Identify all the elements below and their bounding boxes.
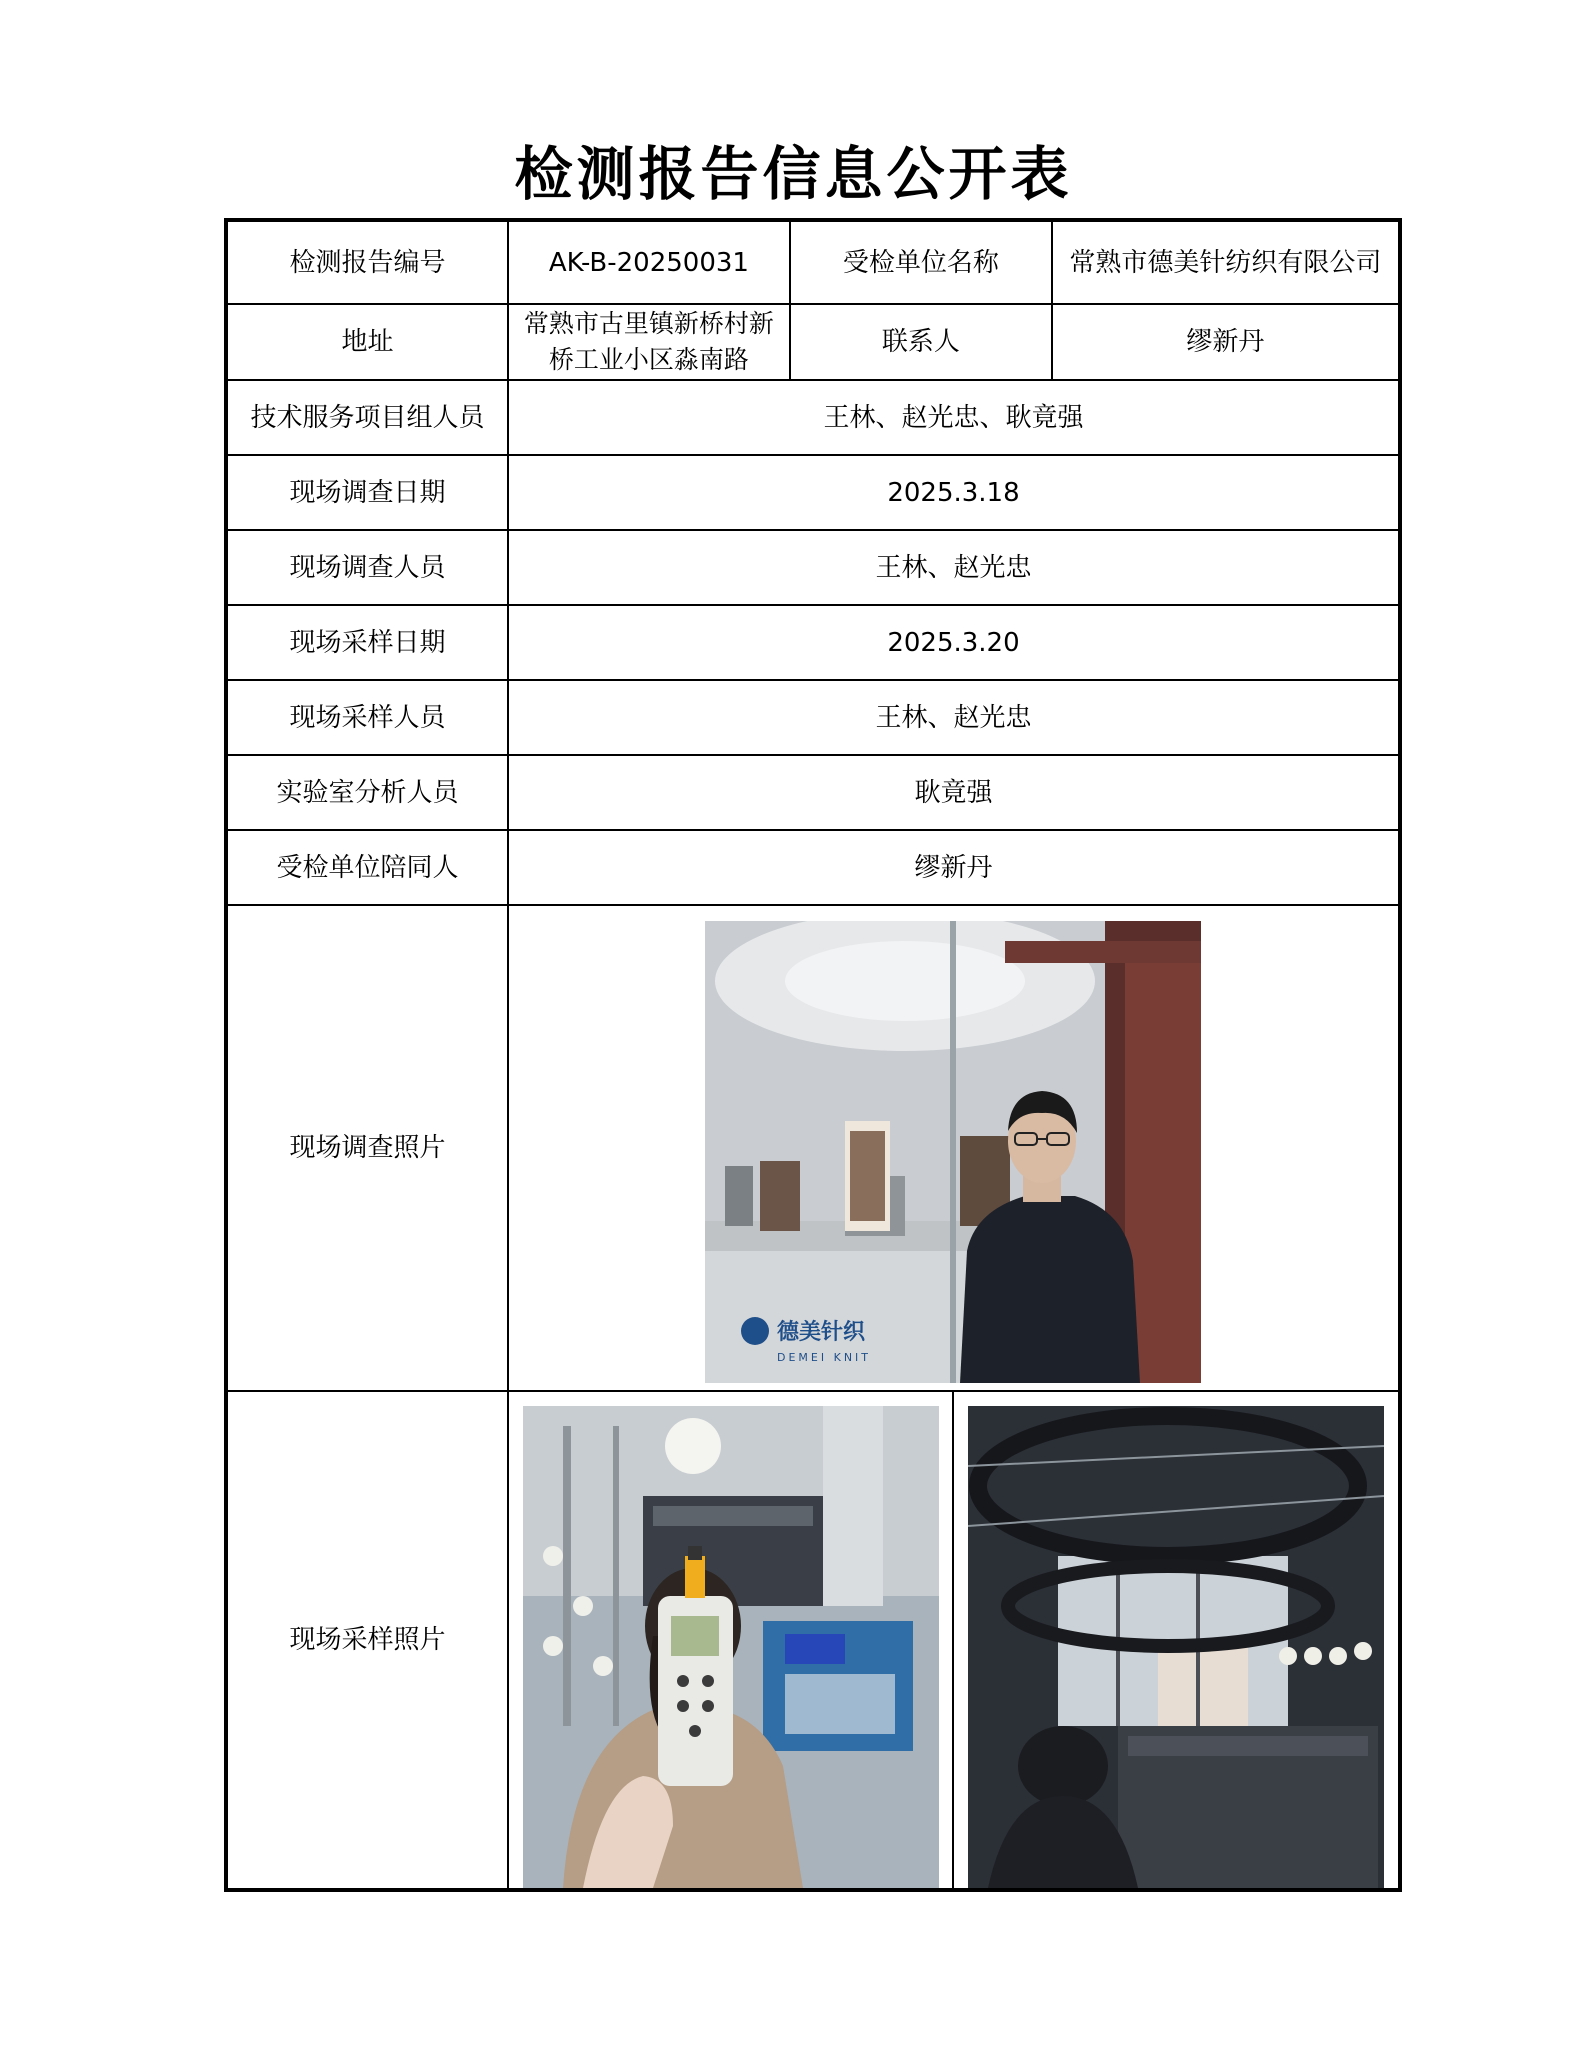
table-row xyxy=(226,380,1400,455)
document-title: 检测报告信息公开表 xyxy=(514,140,1073,208)
contact-value: 缪新丹 xyxy=(1052,304,1400,380)
survey-logo-text: 德美针织 xyxy=(777,1320,866,1345)
survey-photo xyxy=(705,921,1201,1383)
report-info-table xyxy=(224,218,1402,1892)
escort-label: 受检单位陪同人 xyxy=(226,830,508,905)
survey-staff-label: 现场调查人员 xyxy=(226,530,508,605)
contact-label: 联系人 xyxy=(790,304,1052,380)
sampling-photo-right xyxy=(968,1406,1384,1888)
survey-staff-value: 王林、赵光忠 xyxy=(508,530,1400,605)
survey-photo-label: 现场调查照片 xyxy=(226,905,508,1391)
sampling-date-value: 2025.3.20 xyxy=(508,605,1400,680)
table-row xyxy=(226,905,1400,1391)
sampling-date-label: 现场采样日期 xyxy=(226,605,508,680)
table-row xyxy=(226,680,1400,755)
team-value: 王林、赵光忠、耿竟强 xyxy=(508,380,1400,455)
table-row xyxy=(226,220,1400,304)
survey-date-label: 现场调查日期 xyxy=(226,455,508,530)
sampling-photo-left-cell xyxy=(509,1392,953,1888)
sampling-photo-label: 现场采样照片 xyxy=(226,1391,508,1890)
sampling-photo-right-image xyxy=(968,1406,1384,1888)
table-row xyxy=(226,455,1400,530)
survey-date-value: 2025.3.18 xyxy=(508,455,1400,530)
address-label: 地址 xyxy=(226,304,508,380)
table-row xyxy=(226,304,1400,380)
survey-photo-image xyxy=(705,921,1201,1383)
unit-name-label: 受检单位名称 xyxy=(790,220,1052,304)
report-no-label: 检测报告编号 xyxy=(226,220,508,304)
sampling-photo-pair xyxy=(509,1392,1398,1888)
sampling-photo-right-cell xyxy=(952,1392,1398,1888)
sampling-photo-left xyxy=(523,1406,939,1888)
survey-photo-cell xyxy=(508,905,1400,1391)
table-row xyxy=(226,755,1400,830)
lab-staff-label: 实验室分析人员 xyxy=(226,755,508,830)
sampling-staff-value: 王林、赵光忠 xyxy=(508,680,1400,755)
lab-staff-value: 耿竟强 xyxy=(508,755,1400,830)
address-value: 常熟市古里镇新桥村新桥工业小区淼南路 xyxy=(508,304,790,380)
report-no-value: AK-B-20250031 xyxy=(508,220,790,304)
escort-value: 缪新丹 xyxy=(508,830,1400,905)
table-row xyxy=(226,605,1400,680)
sampling-staff-label: 现场采样人员 xyxy=(226,680,508,755)
team-label: 技术服务项目组人员 xyxy=(226,380,508,455)
table-row xyxy=(226,1391,1400,1890)
sampling-photo-cell xyxy=(508,1391,1400,1890)
unit-name-value: 常熟市德美针纺织有限公司 xyxy=(1052,220,1400,304)
survey-logo-sub: DEMEI KNIT xyxy=(777,1351,872,1364)
table-row xyxy=(226,830,1400,905)
sampling-photo-left-image xyxy=(523,1406,939,1888)
table-row xyxy=(226,530,1400,605)
